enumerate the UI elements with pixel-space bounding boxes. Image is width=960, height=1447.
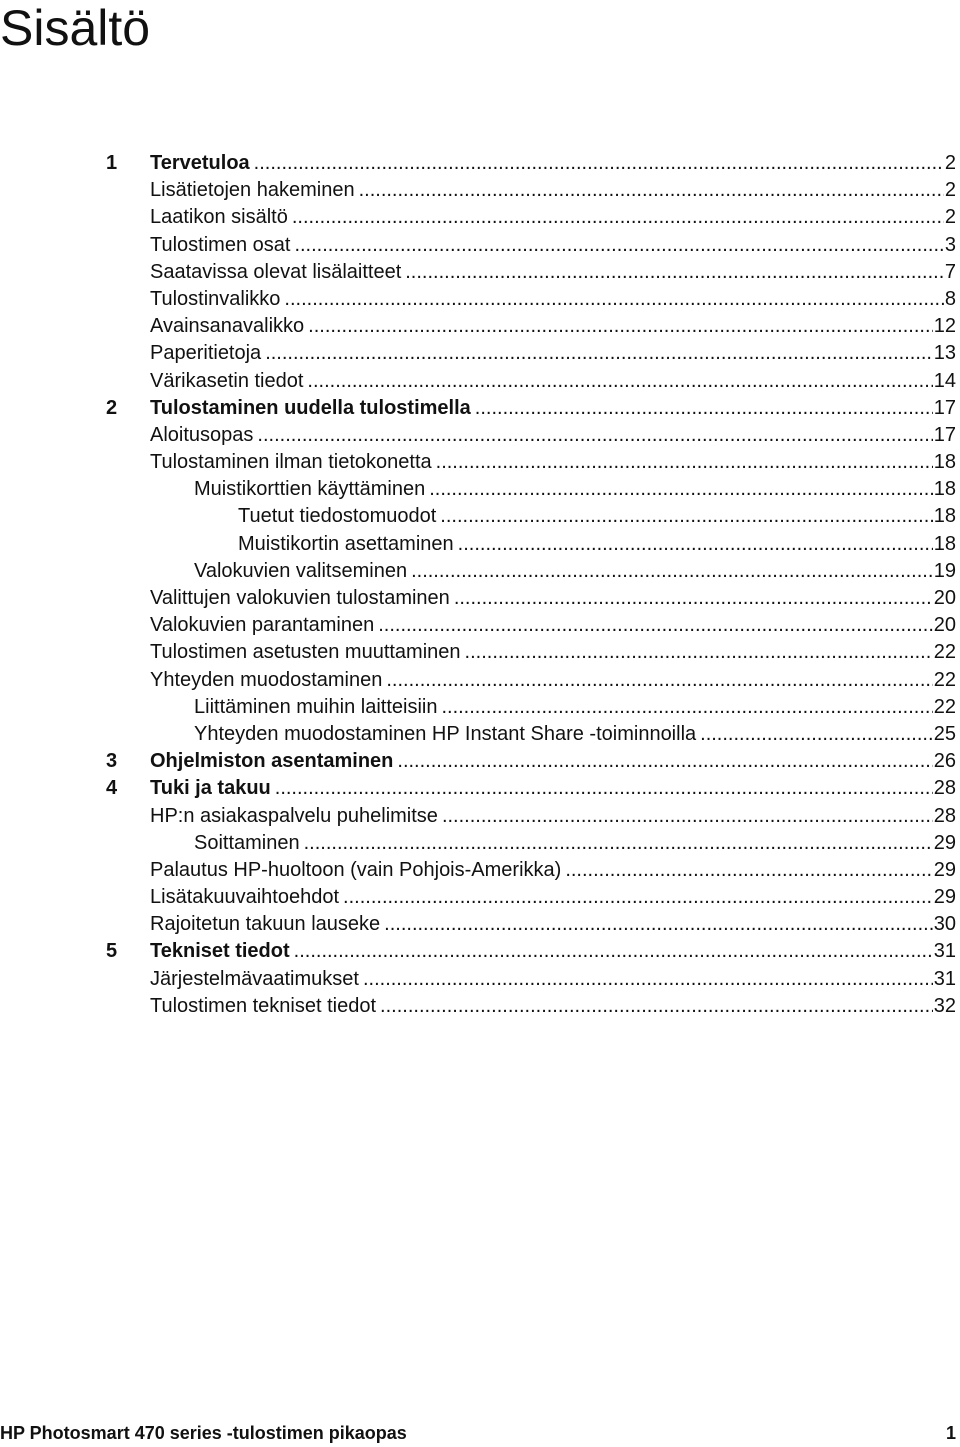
toc-dot-leader [265,340,933,367]
toc-dot-leader [257,422,932,449]
toc-dot-leader [380,993,933,1020]
toc-page-number: 32 [933,994,956,1017]
toc-entry-title: Ohjelmiston asentaminen [150,750,394,773]
toc-entry [150,313,956,340]
toc-entry-title: Tekniset tiedot [150,940,290,963]
toc-dot-leader [386,667,932,694]
toc-row[interactable] [0,857,960,884]
toc-page-number: 18 [933,505,956,528]
toc-row[interactable] [0,204,960,231]
toc-entry [150,857,956,884]
toc-entry [194,721,956,748]
toc-entry [150,232,956,259]
toc-page-number: 20 [933,587,956,609]
toc-entry-title: Tulostaminen uudella tulostimella [150,396,471,419]
toc-row[interactable] [0,368,960,395]
toc-page-number: 22 [933,668,956,691]
toc-page-number: 8 [944,287,956,310]
toc-row[interactable] [0,803,960,830]
footer-page-number: 1 [945,1423,956,1443]
toc-entry-title: HP:n asiakaspalvelu puhelimitse [150,804,438,827]
toc-dot-leader [307,368,932,395]
toc-entry-title: Laatikon sisältö [150,206,288,229]
toc-dot-leader [397,748,932,775]
toc-entry [150,993,956,1020]
toc-entry [150,150,956,177]
toc-dot-leader [275,775,933,802]
toc-page-number: 2 [944,179,956,202]
toc-row[interactable] [0,694,960,721]
toc-page-number: 2 [944,152,956,174]
toc-dot-leader [441,694,932,721]
toc-page-number: 22 [933,641,956,664]
toc-row[interactable] [0,449,960,476]
toc-page-number: 29 [933,858,956,881]
toc-chapter-number: 4 [106,777,118,800]
toc-entry-title: Liittäminen muihin laitteisiin [194,695,438,718]
toc-entry-title: Valittujen valokuvien tulostaminen [150,587,450,609]
toc-entry-title: Järjestelmävaatimukset [150,967,359,990]
toc-page-number: 26 [933,750,956,773]
toc-entry-title: Saatavissa olevat lisälaitteet [150,260,402,283]
toc-dot-leader [378,612,933,639]
toc-row[interactable] [0,911,960,938]
toc-row[interactable] [0,585,960,612]
toc-entry [150,612,956,639]
toc-row[interactable] [0,313,960,340]
toc-dot-leader [454,585,933,612]
toc-entry [150,938,956,965]
toc-entry [150,286,956,313]
toc-entry [150,368,956,395]
toc-row[interactable] [0,232,960,259]
toc-row[interactable] [0,340,960,367]
toc-page-number: 17 [933,423,956,446]
toc-page-number: 28 [933,804,956,827]
toc-page-number: 18 [933,532,956,555]
toc-row[interactable] [0,721,960,748]
toc-entry [150,775,956,802]
toc-entry-title: Lisätietojen hakeminen [150,179,355,202]
toc-dot-leader [363,966,933,993]
toc-entry-title: Muistikortin asettaminen [238,532,454,555]
toc-dot-leader [411,558,933,585]
toc-entry-title: Tuki ja takuu [150,777,271,800]
toc-row[interactable] [0,177,960,204]
toc-dot-leader [458,531,933,558]
toc-entry [150,667,956,694]
toc-entry [150,340,956,367]
toc-dot-leader [436,449,933,476]
toc-entry [150,449,956,476]
toc-row[interactable] [0,612,960,639]
toc-row[interactable] [0,422,960,449]
toc-entry-title: Tervetuloa [150,152,250,174]
toc-dot-leader [292,204,944,231]
toc-row[interactable] [0,503,960,530]
toc-chapter-number: 3 [106,750,118,773]
toc-dot-leader [254,150,944,177]
toc-chapter-row[interactable] [0,748,960,775]
page-title: Sisältö [0,0,151,56]
toc-row[interactable] [0,558,960,585]
toc-chapter-row[interactable] [0,150,960,177]
toc-entry-title: Paperitietoja [150,342,262,365]
toc-entry [150,422,956,449]
toc-chapter-number: 2 [106,396,118,419]
toc-entry-title: Tulostimen asetusten muuttaminen [150,641,461,664]
toc-entry [238,503,956,530]
toc-entry-title: Soittaminen [194,831,300,854]
toc-page-number: 13 [933,342,956,365]
toc-entry-title: Tuetut tiedostomuodot [238,505,437,528]
toc-dot-leader [359,177,944,204]
toc-chapter-row[interactable] [0,395,960,422]
toc-dot-leader [384,911,933,938]
table-of-contents [0,150,960,1020]
toc-page-number: 2 [944,206,956,229]
toc-entry [238,531,956,558]
toc-entry [150,204,956,231]
toc-chapter-row[interactable] [0,775,960,802]
toc-row[interactable] [0,830,960,857]
toc-entry-title: Lisätakuuvaihtoehdot [150,886,340,909]
toc-entry [150,177,956,204]
toc-entry [150,639,956,666]
toc-page-number: 14 [933,369,956,392]
toc-row[interactable] [0,884,960,911]
toc-row[interactable] [0,639,960,666]
toc-entry [150,803,956,830]
toc-entry [150,884,956,911]
toc-page-number: 31 [933,940,956,963]
toc-dot-leader [304,830,933,857]
toc-page-number: 12 [933,315,956,338]
footer-publication-title: HP Photosmart 470 series -tulostimen pikaopas [0,1423,407,1443]
toc-dot-leader [442,803,933,830]
toc-row[interactable] [0,259,960,286]
toc-dot-leader [429,476,933,503]
toc-dot-leader [440,503,932,530]
toc-page-number: 18 [933,478,956,501]
toc-entry-title: Valokuvien parantaminen [150,614,375,637]
toc-entry-title: Avainsanavalikko [150,315,305,338]
toc-page-number: 17 [933,396,956,419]
toc-entry-title: Tulostimen osat [150,233,291,256]
toc-entry-title: Muistikorttien käyttäminen [194,478,426,501]
toc-chapter-row[interactable] [0,938,960,965]
toc-chapter-number: 5 [106,940,118,963]
toc-entry-title: Tulostinvalikko [150,287,281,310]
toc-row[interactable] [0,531,960,558]
toc-page-number: 31 [933,967,956,990]
toc-entry [150,966,956,993]
toc-entry-title: Valokuvien valitseminen [194,559,408,582]
toc-entry-title: Palautus HP-huoltoon (vain Pohjois-Amerikka) [150,858,562,881]
toc-row[interactable] [0,667,960,694]
toc-dot-leader [294,232,943,259]
toc-page-number: 20 [933,614,956,637]
toc-dot-leader [565,857,932,884]
toc-entry [150,395,956,422]
toc-dot-leader [294,938,933,965]
toc-dot-leader [308,313,933,340]
toc-entry [194,558,956,585]
toc-entry-title: Rajoitetun takuun lauseke [150,913,381,936]
toc-page-number: 30 [933,913,956,936]
toc-page-number: 18 [933,451,956,474]
page-footer [0,1420,956,1446]
toc-entry-title: Yhteyden muodostaminen HP Instant Share -toiminnoilla [194,722,697,745]
toc-entry-title: Tulostaminen ilman tietokonetta [150,451,432,474]
toc-page-number: 25 [933,722,956,745]
toc-page-number: 29 [933,831,956,854]
toc-dot-leader [700,721,933,748]
toc-page-number: 7 [944,260,956,283]
toc-entry [194,476,956,503]
toc-row[interactable] [0,966,960,993]
toc-entry [150,585,956,612]
toc-dot-leader [284,286,943,313]
toc-entry-title: Aloitusopas [150,423,254,446]
toc-page-number: 28 [933,777,956,800]
toc-entry [194,830,956,857]
toc-dot-leader [465,639,933,666]
toc-entry-title: Värikasetin tiedot [150,369,304,392]
toc-entry [150,911,956,938]
toc-entry [150,748,956,775]
toc-chapter-number: 1 [106,152,118,174]
toc-dot-leader [405,259,944,286]
toc-row[interactable] [0,286,960,313]
toc-page-number: 22 [933,695,956,718]
toc-row[interactable] [0,476,960,503]
toc-entry-title: Yhteyden muodostaminen [150,668,383,691]
toc-entry-title: Tulostimen tekniset tiedot [150,994,377,1017]
toc-dot-leader [343,884,933,911]
toc-entry [194,694,956,721]
toc-entry [150,259,956,286]
toc-row[interactable] [0,993,960,1020]
toc-dot-leader [475,395,933,422]
toc-page-number: 3 [944,233,956,256]
toc-page-number: 29 [933,886,956,909]
toc-page-number: 19 [933,559,956,582]
